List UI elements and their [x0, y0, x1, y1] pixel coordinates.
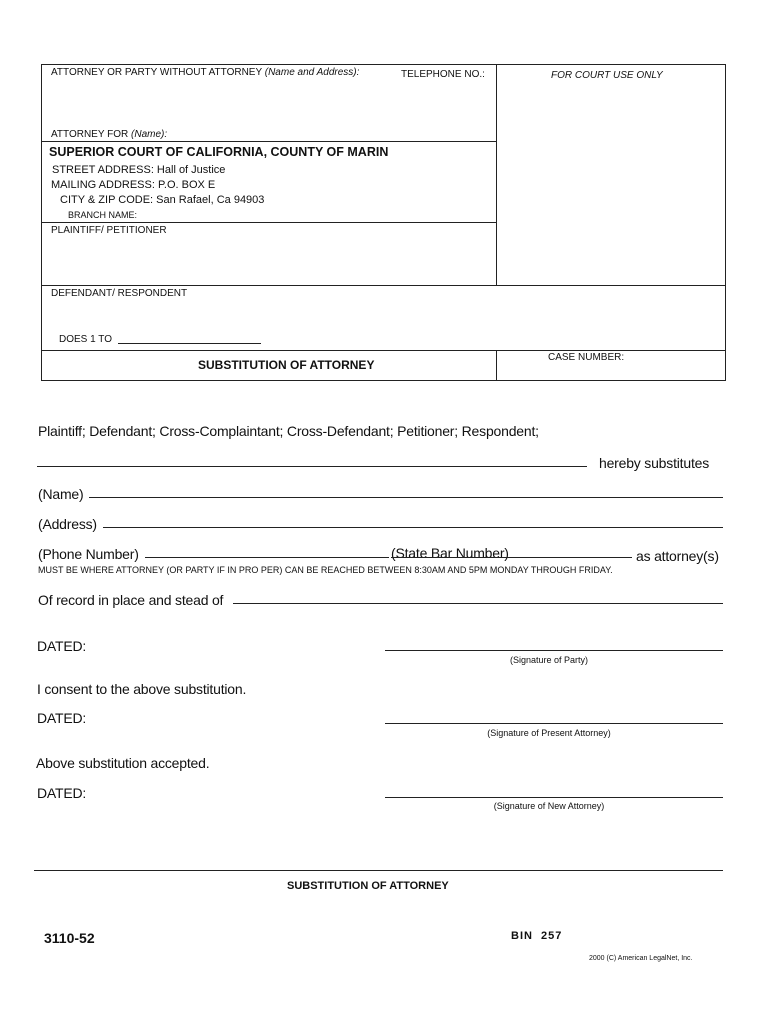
court-use-label: FOR COURT USE ONLY — [551, 70, 663, 81]
caption-divider-defendant — [41, 285, 726, 286]
attorney-label: ATTORNEY OR PARTY WITHOUT ATTORNEY (Name and Address): — [51, 67, 360, 78]
caption-divider-vertical — [496, 64, 497, 286]
footer-title: SUBSTITUTION OF ATTORNEY — [287, 880, 449, 892]
dated-label-3: DATED: — [37, 785, 87, 801]
state-bar-line[interactable] — [391, 557, 632, 558]
caption-divider-case — [496, 350, 497, 381]
caption-divider-title — [41, 350, 726, 351]
signature-party-line[interactable] — [385, 650, 723, 651]
case-number-label: CASE NUMBER: — [548, 352, 625, 363]
caption-divider-plaintiff — [41, 222, 496, 223]
court-name: SUPERIOR COURT OF CALIFORNIA, COUNTY OF MARIN — [49, 145, 389, 159]
dated-label-2: DATED: — [37, 710, 87, 726]
signature-present-caption: (Signature of Present Attorney) — [487, 728, 611, 738]
accepted-text: Above substitution accepted. — [36, 755, 210, 771]
caption-divider-court — [41, 141, 496, 142]
telephone-label: TELEPHONE NO.: — [401, 69, 485, 80]
substituting-party-line[interactable] — [37, 466, 587, 467]
does-label: DOES 1 TO — [59, 334, 112, 345]
attorney-for-label: ATTORNEY FOR (Name): — [51, 129, 168, 140]
signature-new-line[interactable] — [385, 797, 723, 798]
of-record-text: Of record in place and stead of — [38, 592, 224, 608]
plaintiff-label: PLAINTIFF/ PETITIONER — [51, 225, 167, 236]
form-number: 3110-52 — [44, 930, 95, 946]
footer-rule — [34, 870, 723, 871]
name-label: (Name) — [38, 486, 84, 502]
address-label: (Address) — [38, 516, 97, 532]
as-attorneys-text: as attorney(s) — [636, 548, 719, 564]
copyright-text: 2000 (C) American LegalNet, Inc. — [589, 955, 693, 962]
signature-new-caption: (Signature of New Attorney) — [493, 801, 605, 811]
hereby-substitutes-text: hereby substitutes — [599, 455, 710, 471]
form-title: SUBSTITUTION OF ATTORNEY — [198, 358, 375, 372]
signature-party-caption: (Signature of Party) — [509, 655, 589, 665]
phone-line[interactable] — [145, 557, 389, 558]
name-line[interactable] — [89, 497, 723, 498]
bin-number: BIN 257 — [511, 930, 563, 942]
dated-label-1: DATED: — [37, 638, 87, 654]
city-zip: CITY & ZIP CODE: San Rafael, Ca 94903 — [60, 194, 265, 206]
consent-text: I consent to the above substitution. — [37, 681, 247, 697]
party-types-text: Plaintiff; Defendant; Cross-Complaintant; Cross-Defendant; Petitioner; Respondent; — [38, 423, 539, 439]
mailing-address: MAILING ADDRESS: P.O. BOX E — [51, 179, 216, 191]
branch-name-label: BRANCH NAME: — [68, 210, 138, 220]
address-line[interactable] — [103, 527, 723, 528]
does-number-line[interactable] — [118, 343, 261, 344]
defendant-label: DEFENDANT/ RESPONDENT — [51, 288, 188, 299]
street-address: STREET ADDRESS: Hall of Justice — [52, 164, 226, 176]
of-record-line[interactable] — [233, 603, 723, 604]
reach-note: MUST BE WHERE ATTORNEY (OR PARTY IF IN PRO PER) CAN BE REACHED BETWEEN 8:30AM AND 5PM MONDAY THROUGH FRIDAY. — [38, 565, 613, 575]
state-bar-label: (State Bar Number) — [391, 545, 509, 561]
phone-label: (Phone Number) — [38, 546, 139, 562]
signature-present-line[interactable] — [385, 723, 723, 724]
